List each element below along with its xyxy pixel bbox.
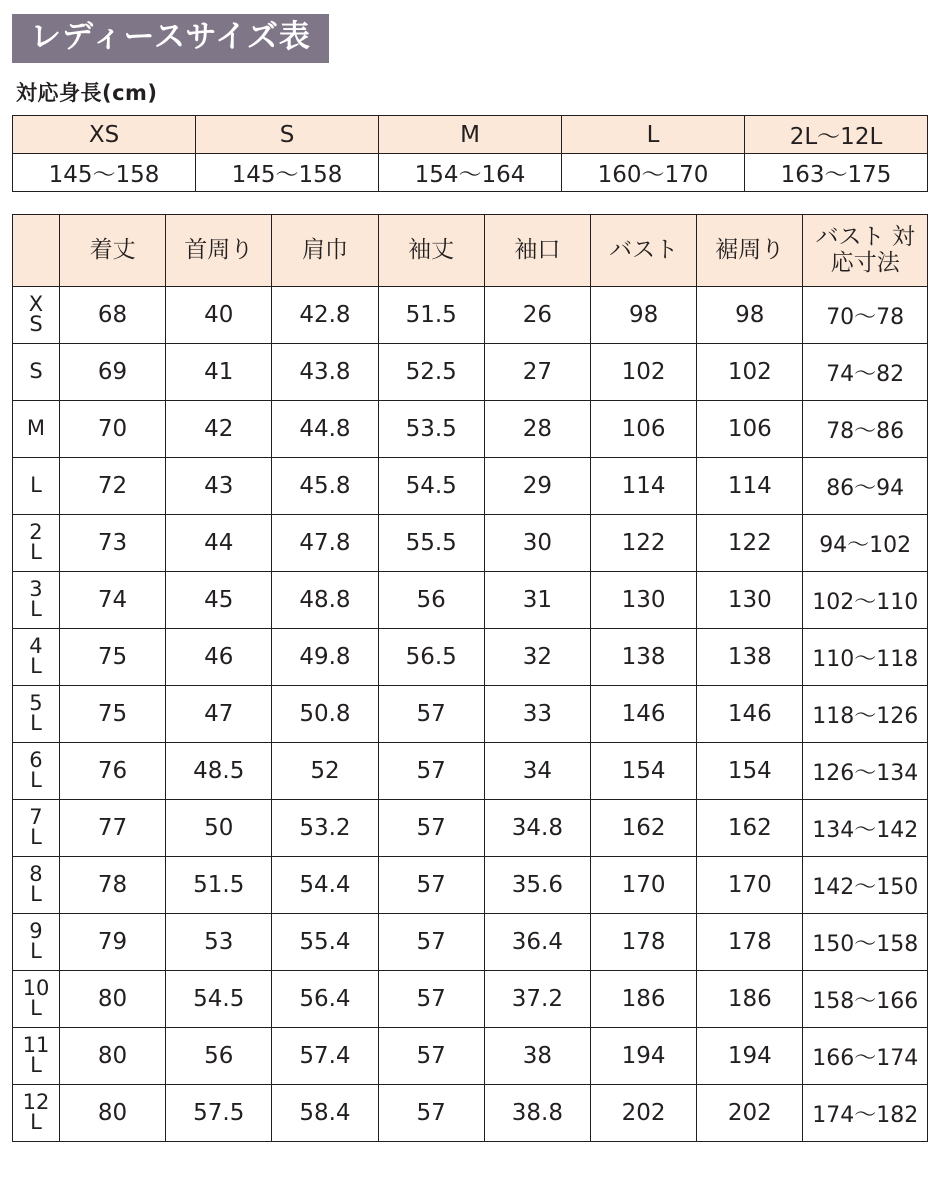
table-cell: 55.4: [272, 914, 378, 971]
row-size-label-line2: L: [30, 882, 42, 906]
table-cell: 52: [272, 743, 378, 800]
table-cell: 47: [166, 686, 272, 743]
table-row: [13, 344, 928, 401]
row-size-label-line2: L: [30, 540, 42, 564]
table-cell: 102: [590, 344, 696, 401]
col-bust: バスト: [590, 215, 696, 287]
row-size-label-line1: S: [29, 359, 43, 384]
height-col-xs: XS: [13, 116, 196, 154]
table-cell: 53: [166, 914, 272, 971]
table-cell: 51.5: [378, 287, 484, 344]
table-cell: 42.8: [272, 287, 378, 344]
measurement-table-body: [13, 287, 928, 1142]
table-cell: 32: [484, 629, 590, 686]
table-cell: 34.8: [484, 800, 590, 857]
row-size-label-line1: X: [28, 292, 44, 317]
table-cell: 174〜182: [803, 1085, 928, 1142]
table-cell: 69: [59, 344, 165, 401]
row-size-label-line1: 7: [29, 805, 43, 830]
height-col-l: L: [562, 116, 745, 154]
measurement-table-header-row: [13, 215, 928, 287]
table-row: [13, 572, 928, 629]
table-cell: 35.6: [484, 857, 590, 914]
table-cell: 56.5: [378, 629, 484, 686]
table-cell: 130: [697, 572, 803, 629]
row-size-label: [13, 800, 60, 857]
table-cell: 154: [697, 743, 803, 800]
table-cell: 57: [378, 686, 484, 743]
table-cell: 98: [697, 287, 803, 344]
table-cell: 68: [59, 287, 165, 344]
table-row: [13, 971, 928, 1028]
row-size-label-line1: L: [30, 473, 42, 498]
table-cell: 51.5: [166, 857, 272, 914]
col-sodeguchi: 袖口: [484, 215, 590, 287]
row-size-label-line2: L: [30, 654, 42, 678]
row-size-label: [13, 743, 60, 800]
row-size-label: [13, 401, 60, 458]
col-susomawari: 裾周り: [697, 215, 803, 287]
height-table-value-row: [13, 154, 928, 192]
col-sodetake: 袖丈: [378, 215, 484, 287]
table-cell: 150〜158: [803, 914, 928, 971]
table-cell: 55.5: [378, 515, 484, 572]
table-cell: 178: [697, 914, 803, 971]
table-cell: 56: [166, 1028, 272, 1085]
table-cell: 126〜134: [803, 743, 928, 800]
table-cell: 48.5: [166, 743, 272, 800]
table-cell: 70: [59, 401, 165, 458]
table-cell: 41: [166, 344, 272, 401]
row-size-label-line2: L: [30, 996, 42, 1020]
row-size-label-line1: 9: [29, 919, 43, 944]
table-cell: 58.4: [272, 1085, 378, 1142]
row-size-label-line1: 6: [29, 748, 43, 773]
table-cell: 154: [590, 743, 696, 800]
table-cell: 57: [378, 971, 484, 1028]
table-cell: 170: [697, 857, 803, 914]
table-cell: 47.8: [272, 515, 378, 572]
table-cell: 178: [590, 914, 696, 971]
table-cell: 80: [59, 1085, 165, 1142]
table-cell: 194: [590, 1028, 696, 1085]
row-size-label-line2: L: [30, 711, 42, 735]
table-cell: 162: [697, 800, 803, 857]
row-size-label-line2: L: [30, 939, 42, 963]
height-value-s: 145〜158: [196, 154, 379, 192]
row-size-label: [13, 515, 60, 572]
table-cell: 27: [484, 344, 590, 401]
row-size-label-line1: 5: [29, 691, 43, 716]
height-value-m: 154〜164: [379, 154, 562, 192]
table-row: [13, 800, 928, 857]
col-bust-taiou-line1: バスト: [815, 223, 885, 250]
table-cell: 56.4: [272, 971, 378, 1028]
row-size-label: [13, 1085, 60, 1142]
table-cell: 43: [166, 458, 272, 515]
row-size-label-line2: S: [29, 312, 43, 336]
table-cell: 86〜94: [803, 458, 928, 515]
table-cell: 162: [590, 800, 696, 857]
table-cell: 38.8: [484, 1085, 590, 1142]
row-size-label: [13, 458, 60, 515]
table-cell: 37.2: [484, 971, 590, 1028]
table-cell: 26: [484, 287, 590, 344]
table-cell: 142〜150: [803, 857, 928, 914]
table-cell: 146: [697, 686, 803, 743]
table-cell: 33: [484, 686, 590, 743]
page-title: レディースサイズ表: [12, 14, 329, 63]
table-row: [13, 401, 928, 458]
table-cell: 53.2: [272, 800, 378, 857]
table-cell: 45.8: [272, 458, 378, 515]
table-cell: 79: [59, 914, 165, 971]
table-cell: 34: [484, 743, 590, 800]
row-size-label-line2: L: [30, 1110, 42, 1134]
table-cell: 94〜102: [803, 515, 928, 572]
table-cell: 38: [484, 1028, 590, 1085]
row-size-label-line1: 8: [29, 862, 43, 887]
table-cell: 49.8: [272, 629, 378, 686]
table-cell: 78〜86: [803, 401, 928, 458]
row-size-label-line1: 12: [22, 1090, 50, 1115]
table-cell: 74: [59, 572, 165, 629]
table-cell: 30: [484, 515, 590, 572]
table-cell: 106: [590, 401, 696, 458]
table-cell: 57.4: [272, 1028, 378, 1085]
table-cell: 75: [59, 629, 165, 686]
row-size-label-line1: 2: [29, 520, 43, 545]
row-size-label-line2: L: [30, 825, 42, 849]
table-cell: 46: [166, 629, 272, 686]
table-cell: 202: [590, 1085, 696, 1142]
table-cell: 186: [697, 971, 803, 1028]
table-cell: 122: [697, 515, 803, 572]
table-row: [13, 515, 928, 572]
table-cell: 54.5: [378, 458, 484, 515]
table-cell: 44: [166, 515, 272, 572]
table-cell: 166〜174: [803, 1028, 928, 1085]
table-row: [13, 686, 928, 743]
table-cell: 48.8: [272, 572, 378, 629]
table-cell: 146: [590, 686, 696, 743]
measurement-table: [12, 214, 928, 1142]
table-cell: 28: [484, 401, 590, 458]
table-cell: 42: [166, 401, 272, 458]
measurement-corner-cell: [13, 215, 60, 287]
height-value-2l-12l: 163〜175: [745, 154, 928, 192]
height-col-2l-12l: 2L〜12L: [745, 116, 928, 154]
row-size-label: [13, 344, 60, 401]
table-cell: 54.4: [272, 857, 378, 914]
table-row: [13, 287, 928, 344]
table-cell: 118〜126: [803, 686, 928, 743]
table-cell: 170: [590, 857, 696, 914]
table-cell: 138: [697, 629, 803, 686]
table-cell: 75: [59, 686, 165, 743]
col-katahaba: 肩巾: [272, 215, 378, 287]
table-row: [13, 857, 928, 914]
row-size-label-line1: 11: [22, 1033, 50, 1058]
height-table: [12, 115, 928, 192]
table-cell: 194: [697, 1028, 803, 1085]
height-table-header-row: [13, 116, 928, 154]
row-size-label: [13, 971, 60, 1028]
table-row: [13, 914, 928, 971]
table-cell: 77: [59, 800, 165, 857]
table-row: [13, 629, 928, 686]
table-cell: 114: [697, 458, 803, 515]
col-bust-taiou-sunpou: [803, 215, 928, 287]
table-cell: 44.8: [272, 401, 378, 458]
table-cell: 202: [697, 1085, 803, 1142]
col-kitake: 着丈: [59, 215, 165, 287]
row-size-label: [13, 287, 60, 344]
row-size-label-line1: M: [26, 416, 46, 441]
table-cell: 106: [697, 401, 803, 458]
table-row: [13, 1028, 928, 1085]
row-size-label-line1: 10: [22, 976, 50, 1001]
table-cell: 186: [590, 971, 696, 1028]
height-value-l: 160〜170: [562, 154, 745, 192]
table-cell: 102〜110: [803, 572, 928, 629]
row-size-label: [13, 572, 60, 629]
height-col-s: S: [196, 116, 379, 154]
table-cell: 57: [378, 1028, 484, 1085]
table-cell: 57.5: [166, 1085, 272, 1142]
table-row: [13, 743, 928, 800]
table-cell: 40: [166, 287, 272, 344]
table-cell: 98: [590, 287, 696, 344]
row-size-label: [13, 914, 60, 971]
row-size-label: [13, 686, 60, 743]
table-cell: 52.5: [378, 344, 484, 401]
table-cell: 76: [59, 743, 165, 800]
row-size-label-line2: L: [30, 768, 42, 792]
table-cell: 57: [378, 743, 484, 800]
table-cell: 54.5: [166, 971, 272, 1028]
table-cell: 56: [378, 572, 484, 629]
table-cell: 43.8: [272, 344, 378, 401]
table-cell: 29: [484, 458, 590, 515]
table-cell: 72: [59, 458, 165, 515]
row-size-label-line2: L: [30, 597, 42, 621]
table-cell: 78: [59, 857, 165, 914]
row-size-label: [13, 857, 60, 914]
table-cell: 31: [484, 572, 590, 629]
table-row: [13, 1085, 928, 1142]
table-cell: 80: [59, 971, 165, 1028]
table-cell: 74〜82: [803, 344, 928, 401]
table-cell: 57: [378, 800, 484, 857]
table-cell: 138: [590, 629, 696, 686]
table-cell: 102: [697, 344, 803, 401]
table-row: [13, 458, 928, 515]
col-bust-taiou-line2: 対応寸法: [830, 223, 915, 276]
table-cell: 110〜118: [803, 629, 928, 686]
table-cell: 122: [590, 515, 696, 572]
table-cell: 130: [590, 572, 696, 629]
height-section-label: 対応身長(cm): [16, 81, 158, 105]
table-cell: 50: [166, 800, 272, 857]
table-cell: 57: [378, 914, 484, 971]
table-cell: 114: [590, 458, 696, 515]
table-cell: 158〜166: [803, 971, 928, 1028]
table-cell: 73: [59, 515, 165, 572]
row-size-label: [13, 629, 60, 686]
table-cell: 80: [59, 1028, 165, 1085]
height-value-xs: 145〜158: [13, 154, 196, 192]
table-cell: 50.8: [272, 686, 378, 743]
table-cell: 36.4: [484, 914, 590, 971]
row-size-label-line1: 4: [29, 634, 43, 659]
table-cell: 70〜78: [803, 287, 928, 344]
col-kubimawari: 首周り: [166, 215, 272, 287]
table-cell: 134〜142: [803, 800, 928, 857]
height-col-m: M: [379, 116, 562, 154]
table-cell: 57: [378, 857, 484, 914]
table-cell: 45: [166, 572, 272, 629]
row-size-label: [13, 1028, 60, 1085]
table-cell: 53.5: [378, 401, 484, 458]
row-size-label-line1: 3: [29, 577, 43, 602]
row-size-label-line2: L: [30, 1053, 42, 1077]
table-cell: 57: [378, 1085, 484, 1142]
